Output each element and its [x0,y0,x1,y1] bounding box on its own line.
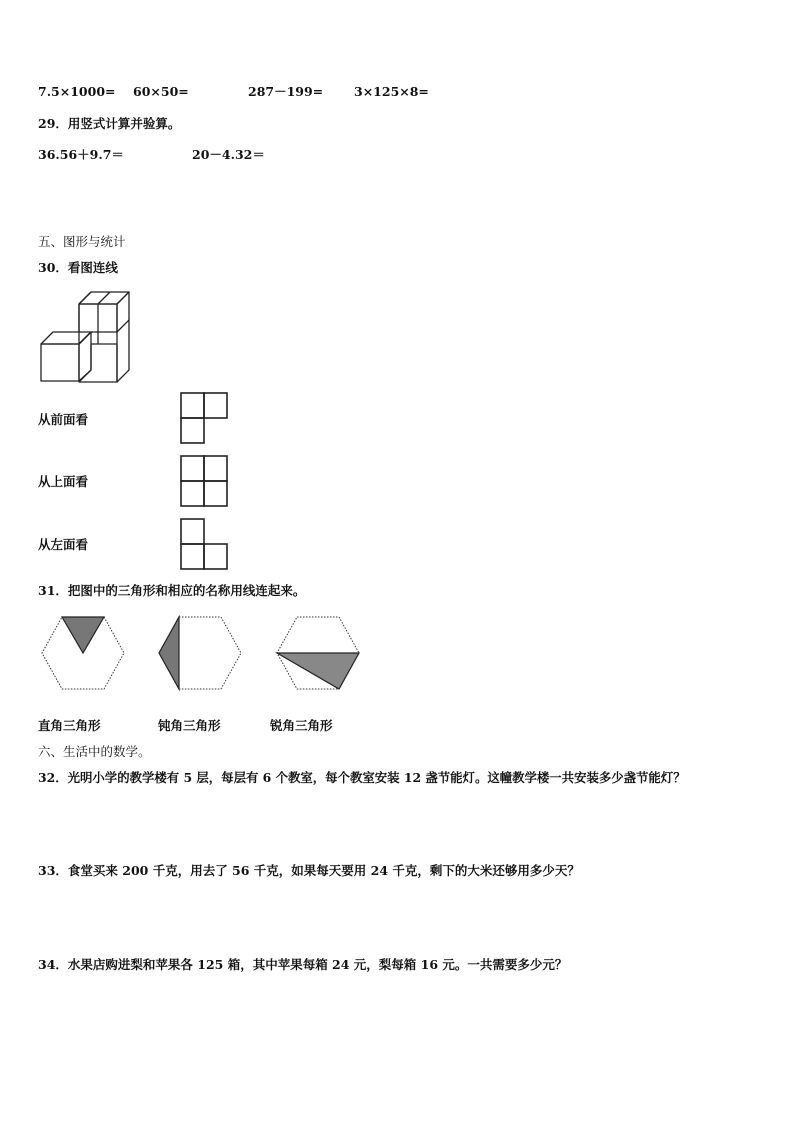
view-grid-top [180,455,230,509]
q29-item-1: 36.56＋9.7＝ [38,147,124,162]
hexagon-figure-1 [40,615,126,691]
view-grid-front [180,392,230,446]
q32-text: 32．光明小学的教学楼有 5 层，每层有 6 个教室，每个教室安装 12 盏节能灯。这幢教学楼一共安装多少盏节能灯？ [38,770,686,785]
q33-text: 33．食堂买来 200 千克，用去了 56 千克，如果每天要用 24 千克，剩下的大米还够用多少天？ [38,863,580,878]
hexagon-figure-2 [157,615,243,691]
q29-label: 29．用竖式计算并验算。 [38,116,181,131]
view-label-left: 从左面看 [38,537,89,552]
triangle-name-right: 直角三角形 [38,718,101,733]
view-label-front: 从前面看 [38,412,89,427]
triangle-name-acute: 锐角三角形 [270,718,333,733]
calc-item-4: 3×125×8= [354,84,429,99]
q31-label: 31．把图中的三角形和相应的名称用线连起来。 [38,583,306,598]
view-grid-left [180,518,230,572]
section6-title: 六、生活中的数学。 [38,744,151,759]
view-label-top: 从上面看 [38,474,89,489]
cube-stack-figure [38,286,132,384]
hexagon-figure-3 [275,615,361,691]
calc-item-1: 7.5×1000= [38,84,116,99]
calc-item-2: 60×50= [133,84,189,99]
section5-title: 五、图形与统计 [38,234,126,249]
triangle-name-obtuse: 钝角三角形 [158,718,221,733]
calc-item-3: 287－199= [248,84,324,99]
q34-text: 34．水果店购进梨和苹果各 125 箱，其中苹果每箱 24 元，梨每箱 16 元。一共需要多少元？ [38,957,568,972]
q29-item-2: 20－4.32＝ [192,147,265,162]
q30-label: 30．看图连线 [38,260,118,275]
